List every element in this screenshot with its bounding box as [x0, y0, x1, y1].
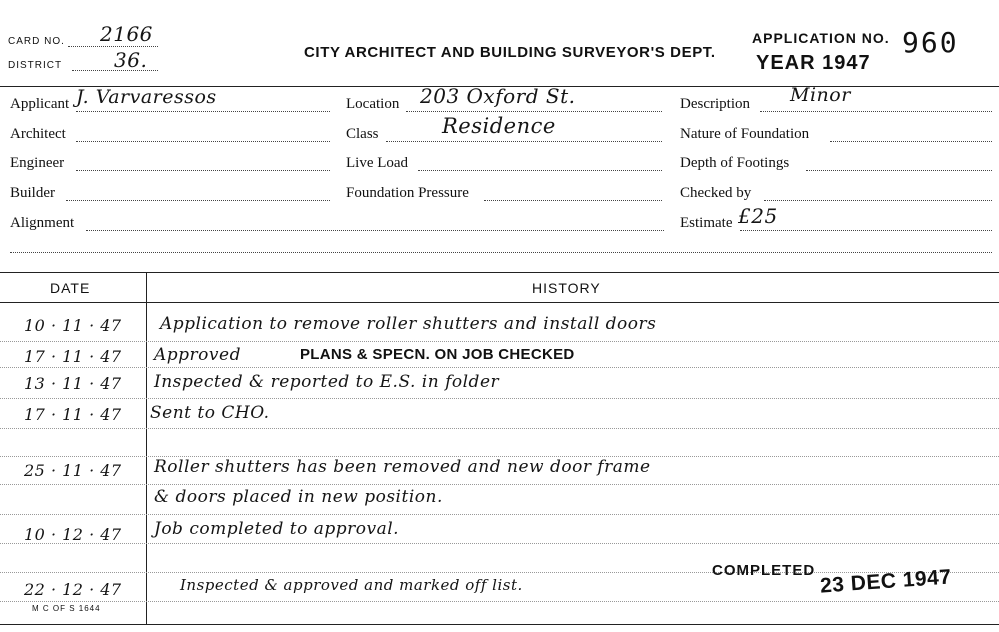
description-label: Description: [680, 96, 750, 112]
row-rule: [0, 543, 999, 544]
location-value: 203 Oxford St.: [420, 84, 576, 108]
builder-line: [66, 200, 330, 201]
engineer-label: Engineer: [10, 155, 65, 171]
history-entry: & doors placed in new position.: [154, 487, 443, 507]
nature-label: Nature of Foundation: [680, 126, 810, 142]
description-value: Minor: [790, 84, 851, 106]
applicant-value: J. Varvaressos: [76, 86, 217, 108]
history-date: 25 · 11 · 47: [24, 461, 122, 480]
blank-form-line: [10, 252, 992, 253]
history-header: HISTORY: [532, 280, 601, 296]
class-label: Class: [346, 126, 379, 142]
architect-label: Architect: [10, 126, 66, 142]
depth-label: Depth of Footings: [680, 155, 790, 171]
year-label: YEAR 1947: [756, 52, 871, 74]
live-load-line: [418, 170, 662, 171]
date-header: DATE: [50, 280, 91, 296]
history-entry: Application to remove roller shutters and install doors: [160, 314, 657, 334]
table-top-border: [0, 272, 999, 273]
history-date: 17 · 11 · 47: [24, 405, 122, 424]
alignment-line: [86, 230, 664, 231]
applicant-label: Applicant: [10, 96, 70, 112]
completed-stamp: COMPLETED: [712, 562, 816, 579]
depth-line: [806, 170, 992, 171]
estimate-line: [740, 230, 992, 231]
history-date: 22 · 12 · 47: [24, 580, 122, 599]
history-date: 17 · 11 · 47: [24, 347, 122, 366]
alignment-label: Alignment: [10, 215, 75, 231]
card-no-line: [68, 46, 158, 47]
row-rule: [0, 428, 999, 429]
live-load-label: Live Load: [346, 155, 409, 171]
department-title: CITY ARCHITECT AND BUILDING SURVEYOR'S DEPT.: [304, 44, 716, 61]
district-label: DISTRICT: [8, 60, 63, 71]
history-entry: Sent to CHO.: [150, 403, 270, 423]
architect-line: [76, 141, 330, 142]
history-entry: Inspected & reported to E.S. in folder: [154, 372, 500, 392]
checked-label: Checked by: [680, 185, 752, 201]
foundation-pressure-line: [484, 200, 662, 201]
history-entry: Approved: [154, 345, 241, 365]
location-line: [406, 111, 662, 112]
history-entry: Roller shutters has been removed and new door frame: [154, 457, 651, 477]
nature-line: [830, 141, 992, 142]
row-rule: [0, 514, 999, 515]
class-value: Residence: [442, 114, 556, 138]
foundation-pressure-label: Foundation Pressure: [346, 185, 469, 201]
history-date: 10 · 12 · 47: [24, 525, 122, 544]
history-entry: Inspected & approved and marked off list.: [180, 576, 523, 594]
history-date: 10 · 11 · 47: [24, 316, 122, 335]
card-no-value: 2166: [100, 22, 153, 46]
class-line: [386, 141, 662, 142]
location-label: Location: [346, 96, 400, 112]
card-no-label: CARD NO.: [8, 36, 65, 47]
history-entry: Job completed to approval.: [154, 519, 400, 539]
district-line: [72, 70, 158, 71]
engineer-line: [76, 170, 330, 171]
plans-checked-stamp: PLANS & SPECN. ON JOB CHECKED: [300, 346, 575, 363]
row-rule: [0, 601, 999, 602]
application-number: 960: [902, 26, 959, 59]
estimate-value: £25: [738, 204, 778, 228]
district-value: 36.: [114, 48, 148, 72]
row-rule: [0, 398, 999, 399]
table-bottom-border: [0, 624, 999, 625]
applicant-line: [76, 111, 330, 112]
builder-label: Builder: [10, 185, 55, 201]
table-header-border: [0, 302, 999, 303]
completed-stamp-date: 23 DEC 1947: [819, 565, 953, 598]
application-label: APPLICATION NO.: [752, 30, 890, 46]
form-code: M C OF S 1644: [32, 604, 101, 613]
checked-line: [764, 200, 992, 201]
history-date: 13 · 11 · 47: [24, 374, 122, 393]
description-line: [760, 111, 992, 112]
row-rule: [0, 484, 999, 485]
row-rule: [0, 341, 999, 342]
row-rule: [0, 367, 999, 368]
estimate-label: Estimate: [680, 215, 733, 231]
